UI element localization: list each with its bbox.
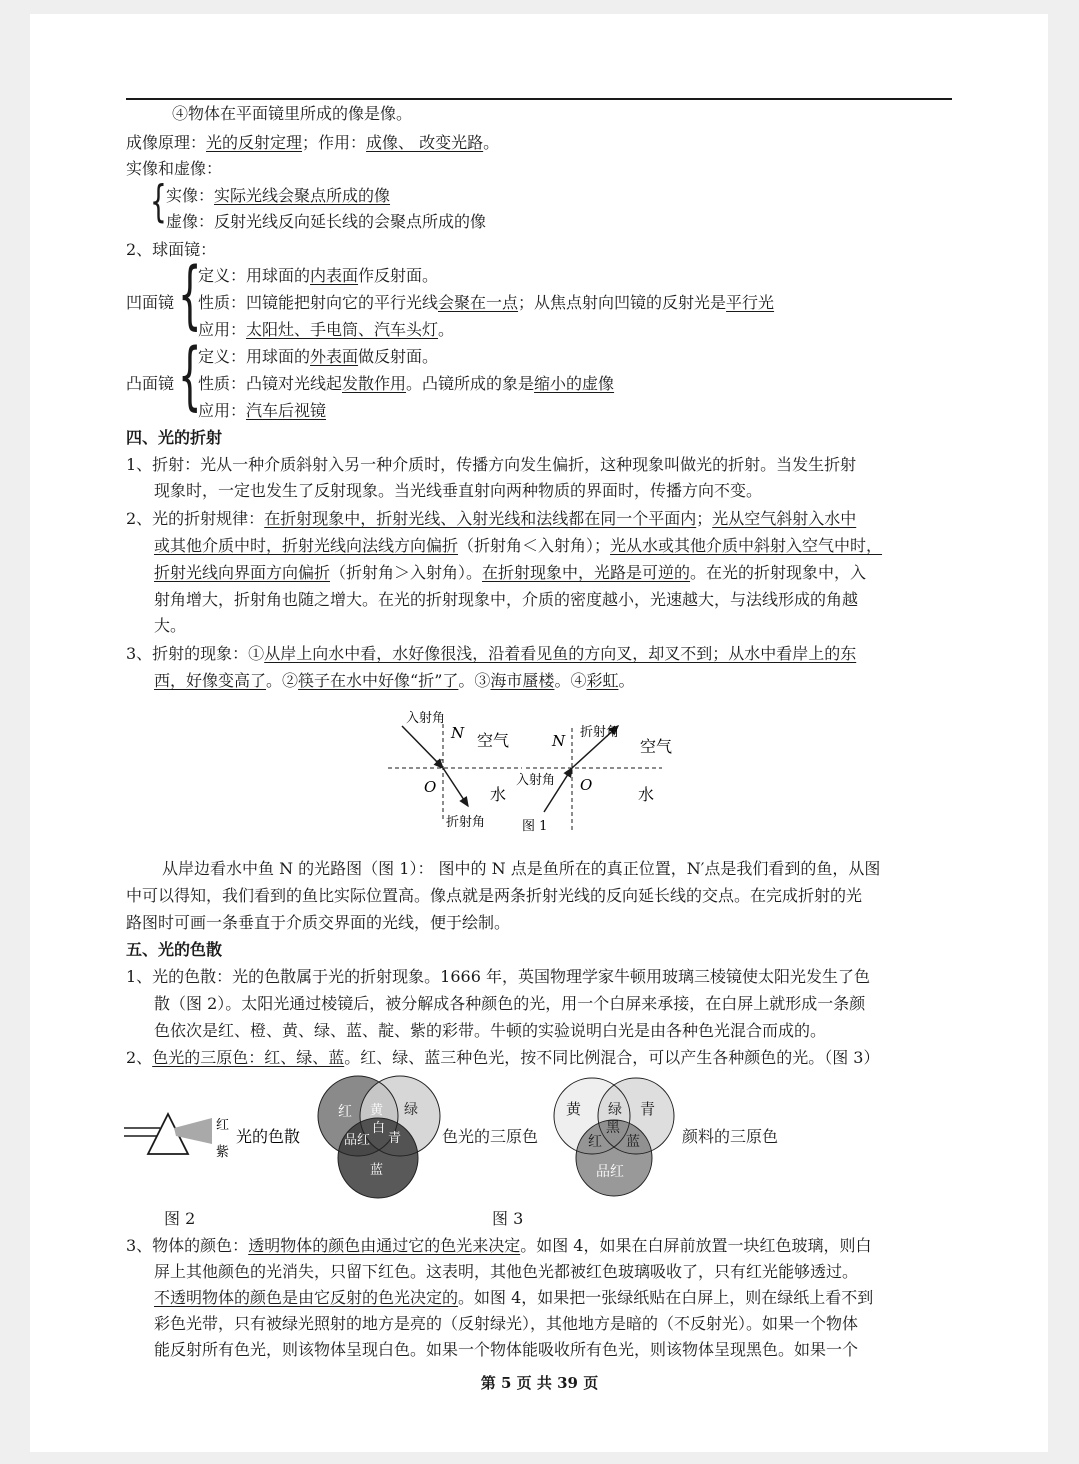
incident-angle-label: 入射角 — [516, 773, 556, 788]
air-label: 空气 — [640, 737, 673, 756]
figure-caption: 图 1 — [522, 819, 548, 834]
water-label: 水 — [638, 785, 655, 804]
light-primaries-label: 色光的三原色 — [442, 1127, 539, 1146]
blue-label: 蓝 — [626, 1134, 640, 1150]
figure-caption: 图 2 — [164, 1209, 196, 1228]
text-line: 2、球面镜： — [126, 240, 217, 259]
text-line: 中可以得知，我们看到的鱼比实际位置高。像点就是两条折射光线的反向延长线的交点。在完成折射的光 — [126, 886, 863, 905]
red-label: 红 — [588, 1134, 602, 1150]
white-label: 白 — [372, 1121, 386, 1136]
origin-label: O — [580, 776, 593, 794]
violet-label: 紫 — [216, 1145, 230, 1160]
text-line: 射角增大，折射角也随之增大。在光的折射现象中，介质的密度越小，光速越大，与法线形成的角越 — [154, 590, 859, 609]
yellow-label: 黄 — [370, 1103, 384, 1118]
text-line: 不透明物体的颜色是由它反射的色光决定的。如图 4，如果把一张绿纸贴在白屏上，则在绿纸上看不到 — [154, 1288, 874, 1307]
figure-caption: 图 3 — [492, 1209, 524, 1228]
pigment-primaries-figure — [548, 1076, 798, 1206]
green-label: 绿 — [608, 1102, 622, 1118]
refraction-figure — [380, 704, 700, 840]
refraction-angle-label: 折射角 — [580, 725, 620, 740]
brace-icon: { — [150, 176, 167, 227]
text-line: 1、光的色散：光的色散属于光的折射现象。1666 年，英国物理学家牛顿用玻璃三棱镜使太阳光发生了色 — [126, 967, 870, 986]
brace-icon: { — [178, 252, 202, 338]
yellow-label: 黄 — [566, 1100, 582, 1118]
text-line: 大。 — [154, 616, 187, 635]
cyan-label: 青 — [640, 1100, 656, 1118]
text-line: 能反射所有色光，则该物体呈现白色。如果一个物体能吸收所有色光，则该物体呈现黑色。如果一个 — [154, 1340, 859, 1359]
text-line: 性质：凹镜能把射向它的平行光线会聚在一点；从焦点射向凹镜的反射光是平行光 — [198, 293, 775, 312]
text-line: 性质：凸镜对光线起发散作用。凸镜所成的象是缩小的虚像 — [198, 374, 615, 393]
pigment-primaries-label: 颜料的三原色 — [682, 1127, 779, 1146]
water-label: 水 — [490, 785, 507, 804]
cyan-label: 青 — [388, 1131, 402, 1146]
incident-angle-label: 入射角 — [406, 711, 446, 726]
text-line: 西，好像变高了。②筷子在水中好像“折”了。③海市蜃楼。④彩虹。 — [154, 671, 635, 690]
text-line: 实像和虚像： — [126, 159, 223, 178]
text-line: 彩色光带，只有被绿光照射的地方是亮的（反射绿光），其他地方是暗的（不反射光）。如果一个物体 — [154, 1314, 859, 1333]
refracted-ray — [443, 768, 468, 806]
text-line: 屏上其他颜色的光消失，只留下红色。这表明，其他色光都被红色玻璃吸收了，只有红光能够透过。 — [154, 1262, 859, 1281]
text-line: 或其他介质中时，折射光线向法线方向偏折（折射角＜入射角）；光从水或其他介质中斜射入空气中时， — [154, 536, 883, 555]
text-line: 1、折射：光从一种介质斜射入另一种介质时，传播方向发生偏折，这种现象叫做光的折射。当发生折射 — [126, 455, 857, 474]
text-line: 3、折射的现象：①从岸上向水中看，水好像很浅，沿着看见鱼的方向叉，却叉不到；从水中看岸上的东 — [126, 644, 857, 663]
text-line: 2、色光的三原色：红、绿、蓝。红、绿、蓝三种色光，按不同比例混合，可以产生各种颜色的光。（图 3） — [126, 1048, 880, 1067]
text-line: 定义：用球面的外表面做反射面。 — [198, 347, 439, 366]
page-footer: 第 5 页 共 39 页 — [480, 1374, 599, 1392]
angle-arc — [436, 760, 443, 762]
section-heading: 五、光的色散 — [126, 940, 223, 959]
text-line: 3、物体的颜色：透明物体的颜色由通过它的色光来决定。如图 4，如果在白屏前放置一块红色玻璃，则白 — [126, 1236, 872, 1255]
normal-label: N — [451, 724, 465, 742]
magenta-label: 品红 — [596, 1164, 624, 1180]
prism-figure — [124, 1104, 324, 1168]
brace-icon: { — [178, 333, 202, 419]
dispersion-label: 光的色散 — [236, 1127, 301, 1146]
text-line: 2、光的折射规律：在折射现象中，折射光线、入射光线和法线都在同一个平面内；光从空气斜射入水中 — [126, 509, 857, 528]
text-line: 成像原理：光的反射定理；作用：成像、 改变光路。 — [126, 133, 500, 152]
red-label: 红 — [216, 1118, 230, 1133]
text-line: 虚像：反射光线反向延长线的会聚点所成的像 — [166, 212, 487, 231]
concave-mirror-label: 凹面镜 — [126, 293, 175, 312]
text-line: 从岸边看水中鱼 N 的光路图（图 1）： 图中的 N 点是鱼所在的真正位置，N′点是我们看到的鱼，从图 — [162, 859, 881, 878]
origin-label: O — [424, 778, 437, 796]
normal-label: N — [552, 732, 566, 750]
red-label: 红 — [338, 1104, 352, 1120]
black-label: 黑 — [606, 1120, 620, 1136]
blue-label: 蓝 — [370, 1163, 384, 1178]
text-line: 实像：实际光线会聚点所成的像 — [166, 186, 391, 205]
text-line: 折射光线向界面方向偏折（折射角＞入射角）。在折射现象中，光路是可逆的。在光的折射现象中，入 — [154, 563, 867, 582]
text-line: 应用：汽车后视镜 — [198, 401, 327, 420]
refraction-angle-label: 折射角 — [446, 815, 486, 830]
convex-mirror-label: 凸面镜 — [126, 374, 175, 393]
text-line: 路图时可画一条垂直于介质交界面的光线，便于绘制。 — [126, 913, 511, 932]
green-label: 绿 — [404, 1102, 418, 1118]
magenta-label: 品红 — [344, 1133, 371, 1148]
section-heading: 四、光的折射 — [126, 428, 223, 447]
header-rule — [126, 98, 952, 100]
text-line: 色依次是红、橙、黄、绿、蓝、靛、紫的彩带。牛顿的实验说明白光是由各种色光混合而成的。 — [154, 1021, 827, 1040]
text-line: ④物体在平面镜里所成的像是像。 — [172, 104, 413, 123]
air-label: 空气 — [477, 731, 510, 750]
text-line: 散（图 2）。太阳光通过棱镜后，被分解成各种颜色的光，用一个白屏来承接，在白屏上就形成一条颜 — [154, 994, 866, 1013]
light-primaries-figure — [308, 1072, 558, 1206]
text-line: 应用：太阳灶、手电筒、汽车头灯。 — [198, 320, 455, 339]
text-line: 定义：用球面的内表面作反射面。 — [198, 266, 439, 285]
text-line: 现象时，一定也发生了反射现象。当光线垂直射向两种物质的界面时，传播方向不变。 — [154, 481, 763, 500]
